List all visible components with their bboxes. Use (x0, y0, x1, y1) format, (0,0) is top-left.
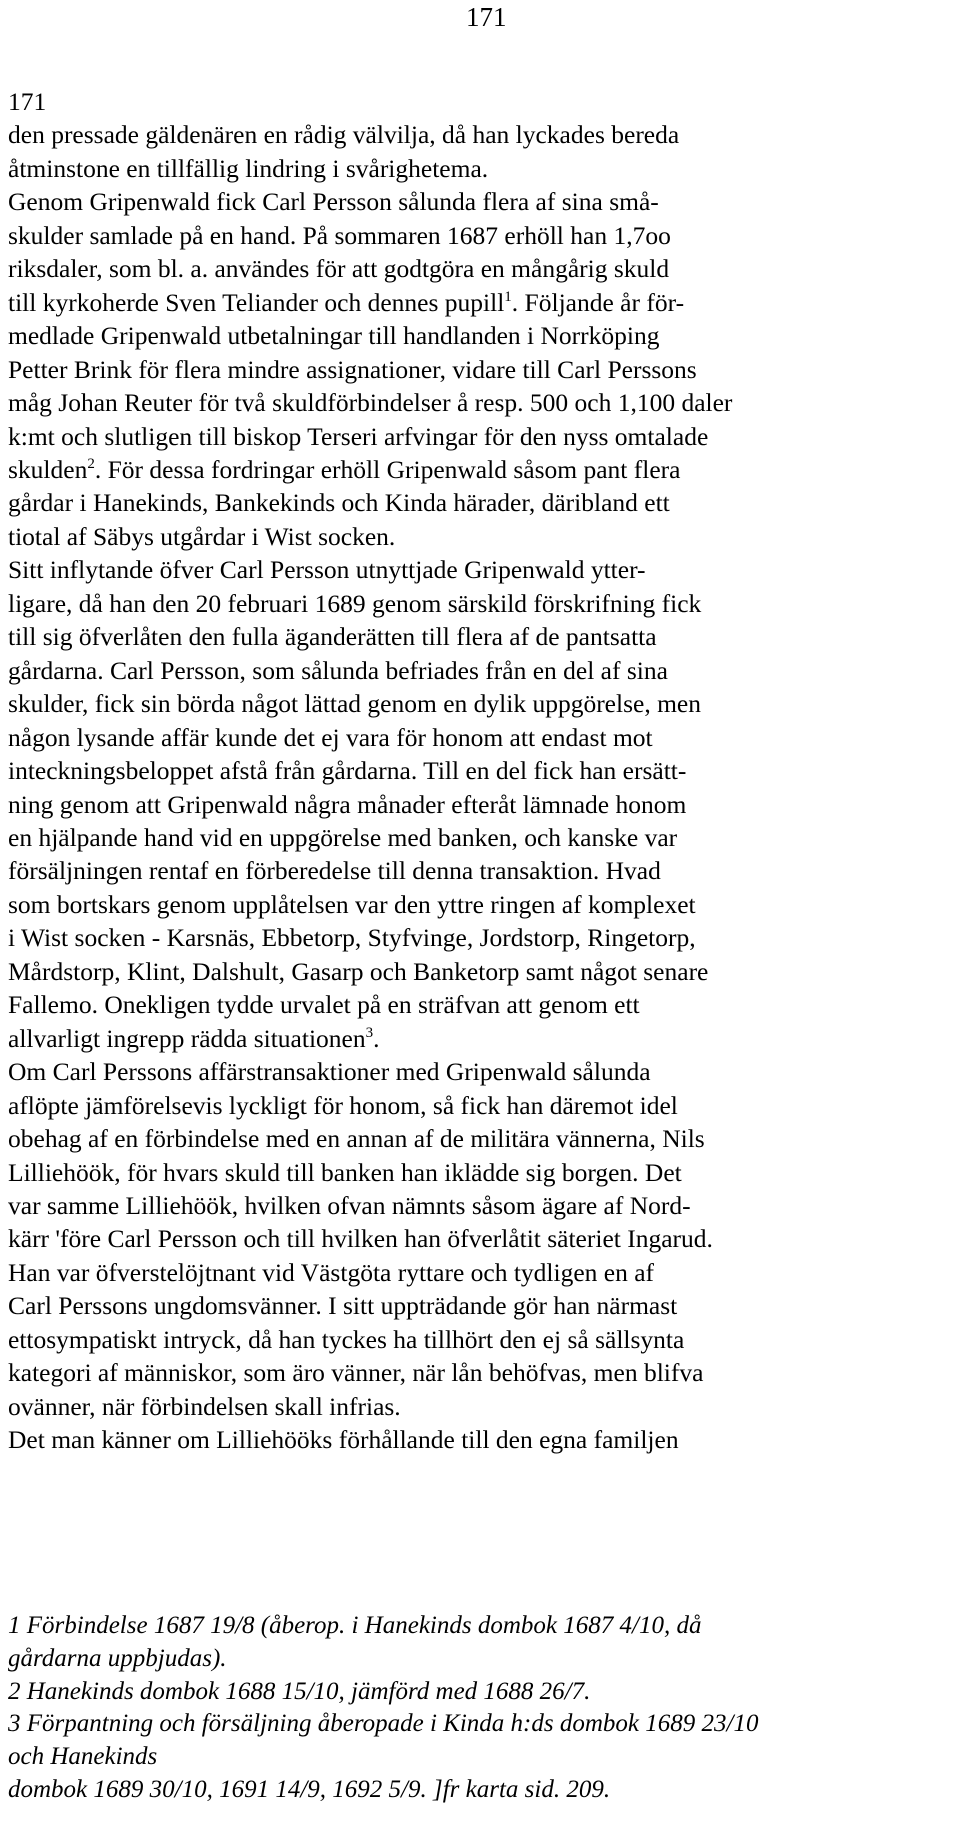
text-line: ning genom att Gripenwald några månader efteråt lämnade honom (8, 789, 687, 819)
text-line: som bortskars genom upplåtelsen var den yttre ringen af komplexet (8, 889, 696, 919)
footnote-line: gårdarna uppbjudas). (8, 1644, 227, 1672)
footnote-line: och Hanekinds (8, 1743, 158, 1771)
text-line: 171 (8, 87, 47, 116)
text-line: Om Carl Perssons affärstransaktioner med Gripenwald sålunda (8, 1057, 651, 1087)
text-segment: . (373, 1023, 380, 1053)
text-line: kärr 'före Carl Persson och till hvilken han öfverlåtit säteriet Ingarud. (8, 1224, 713, 1254)
text-line: inteckningsbeloppet afstå från gårdarna. Till en del fick han ersätt- (8, 756, 687, 786)
body-text (8, 85, 956, 1457)
text-line: Sitt inflytande öfver Carl Persson utnyttjade Gripenwald ytter- (8, 555, 646, 585)
text-line: till sig öfverlåten den fulla äganderätten till flera af de pantsatta (8, 622, 657, 652)
footnotes (8, 1610, 956, 1807)
text-line: medlade Gripenwald utbetalningar till handlanden i Norrköping (8, 321, 660, 351)
text-line: Genom Gripenwald fick Carl Persson sålunda flera af sina små- (8, 187, 659, 217)
footnote-line: dombok 1689 30/10, 1691 14/9, 1692 5/9. ]fr karta sid. 209. (8, 1775, 611, 1803)
footnote-ref: 1 (504, 288, 512, 305)
text-line (8, 286, 956, 319)
text-line: Carl Perssons ungdomsvänner. I sitt uppträdande gör han närmast (8, 1291, 678, 1321)
text-line: aflöpte jämförelsevis lyckligt för honom, så fick han däremot idel (8, 1090, 678, 1120)
text-line: obehag af en förbindelse med en annan af de militära vännerna, Nils (8, 1124, 705, 1154)
text-line: en hjälpande hand vid en uppgörelse med banken, och kanske var (8, 822, 678, 852)
text-line: ovänner, när förbindelsen skall infrias. (8, 1391, 401, 1421)
text-line: k:mt och slutligen till biskop Terseri arfvingar för den nyss omtalade (8, 421, 709, 451)
text-line: någon lysande affär kunde det ej vara för honom att endast mot (8, 722, 653, 752)
text-line (8, 453, 956, 486)
text-line: Det man känner om Lilliehööks förhållande till den egna familjen (8, 1425, 679, 1455)
text-line: måg Johan Reuter för två skuldförbindelser å resp. 500 och 1,100 daler (8, 388, 733, 418)
text-line: kategori af människor, som äro vänner, när lån behöfvas, men blifva (8, 1358, 704, 1388)
text-line: Han var öfverstelöjtnant vid Västgöta ryttare och tydligen en af (8, 1257, 655, 1287)
text-line: Lilliehöök, för hvars skuld till banken han iklädde sig borgen. Det (8, 1157, 682, 1187)
text-segment: . Följande år för- (511, 287, 685, 317)
text-segment: allvarligt ingrepp rädda situationen (8, 1023, 366, 1053)
footnote-line: 1 Förbindelse 1687 19/8 (åberop. i Hanekinds dombok 1687 4/10, då (8, 1612, 702, 1639)
text-line (8, 1022, 956, 1055)
text-segment: skulden (8, 454, 88, 484)
text-line: ettosympatiskt intryck, då han tyckes ha tillhört den ej så sällsynta (8, 1324, 685, 1354)
page-number: 171 (466, 2, 507, 32)
text-line: försäljningen rentaf en förberedelse till denna transaktion. Hvad (8, 856, 661, 886)
text-segment: . För dessa fordringar erhöll Gripenwald såsom pant flera (94, 454, 681, 484)
text-line: åtminstone en tillfällig lindring i svårighetema. (8, 153, 489, 183)
text-line: tiotal af Säbys utgårdar i Wist socken. (8, 521, 396, 551)
text-line: skulder, fick sin börda något lättad genom en dylik uppgörelse, men (8, 689, 701, 719)
text-line: Fallemo. Onekligen tydde urvalet på en sträfvan att genom ett (8, 990, 640, 1020)
text-line: riksdaler, som bl. a. användes för att godtgöra en mångårig skuld (8, 254, 670, 284)
text-line: gårdar i Hanekinds, Bankekinds och Kinda härader, däribland ett (8, 488, 670, 518)
footnote-line: 2 Hanekinds dombok 1688 15/10, jämförd med 1688 26/7. (8, 1677, 591, 1705)
footnote-ref: 3 (365, 1024, 374, 1041)
text-line: Mårdstorp, Klint, Dalshult, Gasarp och Banketorp samt något senare (8, 956, 709, 986)
footnote-ref: 2 (87, 455, 95, 472)
text-line: gårdarna. Carl Persson, som sålunda befriades från en del af sina (8, 655, 668, 685)
text-line: skulder samlade på en hand. På sommaren 1687 erhöll han 1,7oo (8, 220, 671, 250)
footnote-line: 3 Förpantning och försäljning åberopade i Kinda h:ds dombok 1689 23/10 (8, 1710, 759, 1738)
text-line: i Wist socken - Karsnäs, Ebbetorp, Styfvinge, Jordstorp, Ringetorp, (8, 923, 696, 953)
text-segment: till kyrkoherde Sven Teliander och dennes pupill (8, 287, 505, 317)
text-line: den pressade gäldenären en rådig välvilja, då han lyckades bereda (8, 120, 680, 150)
text-line: ligare, då han den 20 februari 1689 genom särskild förskrifning fick (8, 588, 702, 618)
text-line: Petter Brink för flera mindre assignationer, vidare till Carl Perssons (8, 354, 697, 384)
text-line: var samme Lilliehöök, hvilken ofvan nämnts såsom ägare af Nord- (8, 1190, 691, 1220)
